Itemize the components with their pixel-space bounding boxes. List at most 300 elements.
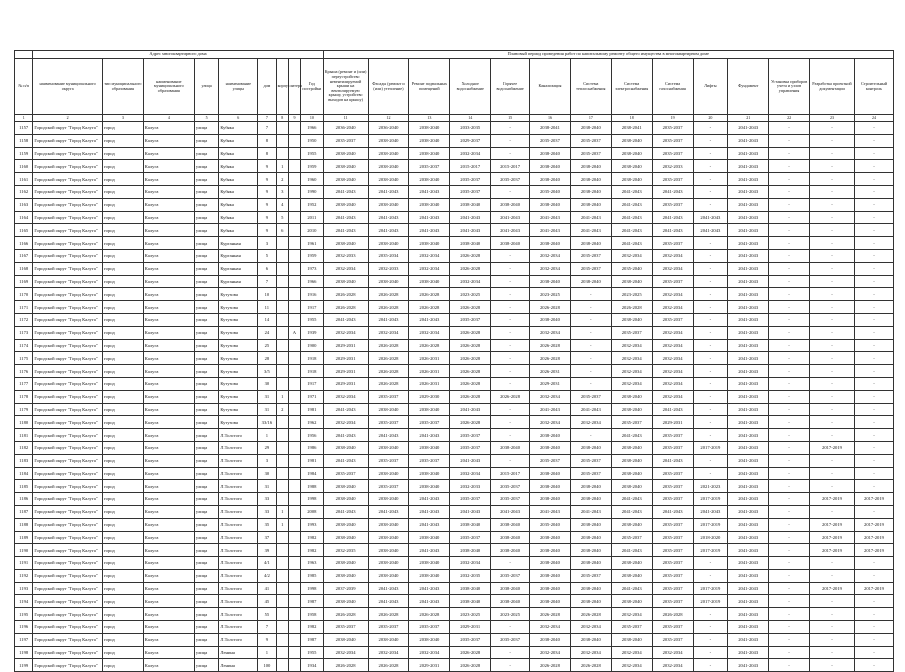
table-cell: - (491, 313, 530, 326)
table-cell: 2038-2040 (570, 441, 611, 454)
table-cell: 1182 (15, 441, 33, 454)
table-cell: 2032-2034 (611, 352, 652, 365)
table-cell: улица (194, 134, 219, 147)
table-cell: - (854, 441, 893, 454)
table-cell: город (102, 301, 143, 314)
table-cell: 2035-2037 (570, 134, 611, 147)
column-header: тип муниципального образования (102, 59, 143, 115)
table-cell: 2038-2040 (409, 403, 450, 416)
table-cell: 2032-2034 (409, 326, 450, 339)
table-cell: Городской округ "Город Калуга" (33, 134, 103, 147)
table-cell: 2038-2040 (530, 173, 571, 186)
table-cell: 1189 (15, 531, 33, 544)
table-cell: 2038-2040 (323, 173, 368, 186)
table-cell: 33 (258, 505, 276, 518)
table-cell: 2032-2034 (530, 326, 571, 339)
table-cell: Городской округ "Город Калуга" (33, 659, 103, 672)
table-cell: Калуга (143, 646, 194, 659)
table-cell: город (102, 211, 143, 224)
column-header: Система газоснабжения (652, 59, 693, 115)
table-cell: 2035-2037 (611, 326, 652, 339)
table-cell: 2035-2037 (323, 621, 368, 634)
table-cell: 2 (276, 173, 288, 186)
table-cell: 9 (258, 173, 276, 186)
table-cell: город (102, 288, 143, 301)
table-cell: 2035-2037 (491, 173, 530, 186)
table-row (15, 224, 894, 237)
table-cell: Калуга (143, 134, 194, 147)
table-cell (288, 313, 300, 326)
table-cell: 2041-2043 (728, 505, 769, 518)
table-cell: 2038-2040 (611, 441, 652, 454)
table-cell: 1198 (15, 646, 33, 659)
table-row (15, 416, 894, 429)
table-cell: Калуга (143, 288, 194, 301)
table-cell: 2017-2019 (810, 544, 855, 557)
table-cell: 1161 (15, 173, 33, 186)
table-cell: 2038-2040 (570, 275, 611, 288)
table-cell: 2032-2034 (450, 467, 491, 480)
table-row (15, 249, 894, 262)
table-cell: - (693, 659, 728, 672)
table-cell: 1966 (301, 275, 323, 288)
table-cell: - (769, 429, 810, 442)
table-cell: Калуга (143, 262, 194, 275)
table-cell (276, 441, 288, 454)
table-cell: 2041-2043 (409, 518, 450, 531)
table-cell (288, 211, 300, 224)
table-cell: 2038-2040 (323, 518, 368, 531)
table-cell: - (769, 211, 810, 224)
table-cell: 2026-2028 (450, 339, 491, 352)
table-cell: 2035-2037 (450, 531, 491, 544)
table-cell: 2041-2043 (611, 211, 652, 224)
table-cell: улица (194, 237, 219, 250)
table-cell: 1917 (301, 377, 323, 390)
table-cell: Калуга (143, 211, 194, 224)
table-cell: 2041-2043 (409, 185, 450, 198)
table-cell: 2041-2043 (570, 224, 611, 237)
table-cell: Л.Толстого (219, 582, 258, 595)
table-cell: Городской округ "Город Калуга" (33, 173, 103, 186)
table-cell: - (810, 416, 855, 429)
table-cell: 2038-2040 (368, 633, 409, 646)
table-cell: 2035-2037 (652, 122, 693, 135)
table-cell: - (810, 134, 855, 147)
table-cell: 2035-2037 (570, 147, 611, 160)
table-cell: 2029-2031 (652, 416, 693, 429)
table-cell (276, 557, 288, 570)
table-cell (288, 352, 300, 365)
table-cell: 2038-2040 (368, 493, 409, 506)
table-cell: 28 (258, 352, 276, 365)
table-cell (288, 185, 300, 198)
table-cell: 33/16 (258, 416, 276, 429)
table-cell: 2018-2020 (693, 531, 728, 544)
table-cell: - (693, 134, 728, 147)
table-cell: 2026-2028 (409, 301, 450, 314)
table-cell: - (491, 339, 530, 352)
table-cell: - (854, 480, 893, 493)
table-cell: - (693, 608, 728, 621)
table-cell (276, 633, 288, 646)
table-cell: - (854, 134, 893, 147)
table-cell: 2041-2043 (728, 646, 769, 659)
table-cell: Калуга (143, 313, 194, 326)
table-cell: 2038-2040 (409, 441, 450, 454)
table-cell: - (854, 646, 893, 659)
table-cell: - (810, 301, 855, 314)
table-cell: 55 (258, 608, 276, 621)
table-cell: 2041-2043 (570, 505, 611, 518)
table-cell: 2041-2043 (728, 185, 769, 198)
table-cell (288, 467, 300, 480)
table-cell: 2038-2040 (570, 633, 611, 646)
table-cell: 2017-2019 (854, 518, 893, 531)
table-row (15, 493, 894, 506)
table-cell: 2029-2031 (450, 621, 491, 634)
table-cell: - (693, 339, 728, 352)
table-cell: улица (194, 403, 219, 416)
table-cell: 4 (276, 198, 288, 211)
table-cell: Ленина (219, 659, 258, 672)
table-cell: 2041-2043 (728, 301, 769, 314)
table-cell: город (102, 313, 143, 326)
table-cell: - (693, 621, 728, 634)
table-cell: 2041-2043 (409, 313, 450, 326)
table-row (15, 505, 894, 518)
column-number: 10 (301, 115, 323, 122)
table-cell: 1959 (301, 160, 323, 173)
column-number: 16 (530, 115, 571, 122)
table-cell: Л.Толстого (219, 441, 258, 454)
table-cell: - (854, 633, 893, 646)
table-cell: 2035-2037 (652, 595, 693, 608)
table-cell: 2035-2037 (450, 313, 491, 326)
table-cell: 2041-2043 (409, 493, 450, 506)
table-cell (288, 339, 300, 352)
table-cell: 2041-2043 (368, 211, 409, 224)
table-cell: город (102, 416, 143, 429)
column-number: 5 (194, 115, 219, 122)
table-cell: - (769, 339, 810, 352)
table-cell: - (810, 224, 855, 237)
table-cell: - (810, 185, 855, 198)
table-cell: - (491, 365, 530, 378)
table-cell: - (854, 122, 893, 135)
table-cell: 2032-2034 (409, 262, 450, 275)
column-number: 18 (611, 115, 652, 122)
table-cell: Курганная (219, 262, 258, 275)
table-row (15, 365, 894, 378)
table-cell: Городской округ "Город Калуга" (33, 352, 103, 365)
table-cell: Калуга (143, 608, 194, 621)
column-number: 4 (143, 115, 194, 122)
table-cell: 2038-2040 (491, 595, 530, 608)
table-cell: 2041-2043 (693, 505, 728, 518)
table-cell: - (693, 122, 728, 135)
table-row (15, 122, 894, 135)
table-cell (276, 531, 288, 544)
table-cell: - (854, 249, 893, 262)
table-cell: 2038-2040 (368, 134, 409, 147)
table-row (15, 608, 894, 621)
table-cell: - (810, 339, 855, 352)
table-cell (288, 454, 300, 467)
table-cell: Городской округ "Город Калуга" (33, 557, 103, 570)
table-cell: 2038-2040 (323, 441, 368, 454)
table-cell: 2026-2028 (450, 416, 491, 429)
table-cell: 2017-2019 (810, 582, 855, 595)
table-cell: 2041-2043 (728, 326, 769, 339)
table-row (15, 288, 894, 301)
table-cell: 2015-2017 (491, 467, 530, 480)
table-cell (276, 275, 288, 288)
table-cell: 2035-2037 (368, 621, 409, 634)
table-cell (276, 313, 288, 326)
table-cell: - (854, 467, 893, 480)
table-cell: 1981 (301, 454, 323, 467)
table-cell: Калуга (143, 249, 194, 262)
table-cell: - (769, 403, 810, 416)
table-cell: улица (194, 467, 219, 480)
table-cell: 8 (258, 134, 276, 147)
column-number: 2 (33, 115, 103, 122)
table-cell: 2038-2040 (491, 237, 530, 250)
table-cell: 1185 (15, 480, 33, 493)
column-header: литера (288, 59, 300, 115)
table-cell: 2029-2031 (323, 352, 368, 365)
table-cell: 1984 (301, 467, 323, 480)
table-cell: - (810, 160, 855, 173)
table-cell: - (491, 352, 530, 365)
table-cell: 2041-2043 (611, 224, 652, 237)
table-cell: 2041-2043 (728, 608, 769, 621)
table-cell (288, 569, 300, 582)
table-cell: 2038-2040 (570, 480, 611, 493)
table-row (15, 531, 894, 544)
table-cell: город (102, 377, 143, 390)
table-cell: 2038-2040 (368, 569, 409, 582)
table-cell: 2038-2040 (570, 493, 611, 506)
table-cell: 2038-2040 (611, 275, 652, 288)
column-header: наименование муниципального округа (33, 59, 103, 115)
table-cell: Ленина (219, 646, 258, 659)
table-cell: 2026-2028 (491, 390, 530, 403)
table-cell: Городской округ "Город Калуга" (33, 301, 103, 314)
table-cell: - (570, 326, 611, 339)
table-cell: 1981 (301, 403, 323, 416)
table-cell: 2032-2034 (368, 646, 409, 659)
table-cell: 2037-2039 (323, 582, 368, 595)
table-cell: Городской округ "Город Калуга" (33, 160, 103, 173)
table-cell: 2035-2037 (570, 390, 611, 403)
table-cell: 2041-2043 (728, 518, 769, 531)
table-row (15, 326, 894, 339)
table-cell: 2041-2043 (409, 595, 450, 608)
table-cell: - (854, 147, 893, 160)
table-cell: Калуга (143, 595, 194, 608)
table-cell: - (491, 429, 530, 442)
table-row (15, 211, 894, 224)
table-cell: 2035-2037 (652, 429, 693, 442)
column-header: Крыша (ремонт и (или) переустройство невентилируемой крыши на вентилируемую крышу, устройство выходов на крышу) (323, 59, 368, 115)
table-cell: 2008 (301, 505, 323, 518)
table-cell: Калуга (143, 339, 194, 352)
table-cell: - (810, 326, 855, 339)
table-cell (288, 249, 300, 262)
column-number: 21 (728, 115, 769, 122)
table-cell: 2032-2034 (450, 557, 491, 570)
table-cell: - (769, 224, 810, 237)
table-cell: 2038-2041 (530, 122, 571, 135)
table-cell: - (769, 288, 810, 301)
table-cell: 1160 (15, 160, 33, 173)
table-cell: 1171 (15, 301, 33, 314)
table-cell: 2035-2037 (652, 531, 693, 544)
table-cell: - (769, 646, 810, 659)
table-cell: 1934 (301, 659, 323, 672)
table-cell: - (769, 262, 810, 275)
table-cell: 2038-2040 (409, 480, 450, 493)
table-cell: Калуга (143, 467, 194, 480)
table-cell: 2038-2040 (491, 544, 530, 557)
table-cell: город (102, 185, 143, 198)
table-cell: город (102, 249, 143, 262)
table-cell: - (491, 147, 530, 160)
table-cell: - (854, 659, 893, 672)
table-cell: Калуга (143, 301, 194, 314)
column-header: Год постройки (301, 59, 323, 115)
table-cell (288, 659, 300, 672)
table-cell: 2026-2028 (368, 365, 409, 378)
table-cell: - (769, 365, 810, 378)
table-cell: Городской округ "Город Калуга" (33, 633, 103, 646)
table-row (15, 262, 894, 275)
table-cell: - (693, 262, 728, 275)
column-header: Разработка проектной документации (810, 59, 855, 115)
table-cell: 2038-2040 (570, 185, 611, 198)
table-cell: Л.Толстого (219, 454, 258, 467)
table-cell: 2026-2028 (368, 339, 409, 352)
table-cell: 2041-2043 (728, 339, 769, 352)
table-cell: 2026-2028 (530, 339, 571, 352)
table-cell: 1174 (15, 339, 33, 352)
table-cell: 2038-2040 (409, 467, 450, 480)
table-cell: 2041-2043 (652, 224, 693, 237)
table-cell: 2017-2019 (693, 441, 728, 454)
table-cell: Калуга (143, 505, 194, 518)
table-cell: 2032-2034 (530, 249, 571, 262)
table-cell: 2017-2019 (693, 582, 728, 595)
table-cell: 45 (258, 595, 276, 608)
table-cell: город (102, 569, 143, 582)
table-cell (276, 646, 288, 659)
table-cell: - (769, 198, 810, 211)
table-cell: 1961 (301, 237, 323, 250)
table-cell: 2026-2028 (570, 659, 611, 672)
table-cell: 6 (258, 262, 276, 275)
table-cell: 9 (258, 160, 276, 173)
table-cell: улица (194, 211, 219, 224)
table-cell (288, 365, 300, 378)
table-cell: 7 (258, 122, 276, 135)
column-number: 15 (491, 115, 530, 122)
table-cell: 2038-2040 (611, 518, 652, 531)
table-cell: 2038-2040 (368, 403, 409, 416)
table-cell: 2026-2028 (323, 608, 368, 621)
table-cell: Калуга (143, 173, 194, 186)
table-cell: 2041-2043 (368, 505, 409, 518)
table-cell: - (769, 313, 810, 326)
table-cell: Л.Толстого (219, 621, 258, 634)
table-cell: 37 (258, 531, 276, 544)
table-cell: Городской округ "Город Калуга" (33, 505, 103, 518)
table-cell: 6 (276, 224, 288, 237)
table-cell: 2038-2040 (409, 557, 450, 570)
table-cell: - (810, 659, 855, 672)
table-cell: Калуга (143, 377, 194, 390)
table-cell: 1 (258, 429, 276, 442)
table-cell: - (570, 377, 611, 390)
table-cell: - (693, 557, 728, 570)
table-cell: 14 (258, 313, 276, 326)
table-cell: - (810, 569, 855, 582)
table-cell: - (854, 429, 893, 442)
table-cell: - (491, 326, 530, 339)
table-cell: - (810, 595, 855, 608)
table-cell: - (491, 377, 530, 390)
table-cell: улица (194, 518, 219, 531)
table-cell: 2029-2031 (323, 377, 368, 390)
table-cell: улица (194, 595, 219, 608)
table-cell: 1971 (301, 390, 323, 403)
table-cell: 3 (258, 454, 276, 467)
column-number: 12 (368, 115, 409, 122)
table-cell: улица (194, 147, 219, 160)
table-cell: Городской округ "Город Калуга" (33, 313, 103, 326)
table-cell: 2035-2037 (530, 134, 571, 147)
table-cell: 24 (258, 326, 276, 339)
table-row (15, 480, 894, 493)
table-cell: 2038-2040 (530, 582, 571, 595)
table-cell: - (769, 147, 810, 160)
table-cell: 9 (258, 224, 276, 237)
table-cell: - (769, 480, 810, 493)
table-cell: - (693, 352, 728, 365)
table-cell: 2035-2037 (323, 134, 368, 147)
table-cell: 2035-2037 (652, 493, 693, 506)
table-cell: - (570, 365, 611, 378)
table-cell: 2038-2040 (450, 237, 491, 250)
table-cell: 1162 (15, 185, 33, 198)
table-cell: 2041-2043 (530, 505, 571, 518)
table-cell: 2041-2043 (728, 224, 769, 237)
table-cell: 2041-2043 (728, 403, 769, 416)
column-header: улица (194, 59, 219, 115)
column-number: 24 (854, 115, 893, 122)
table-cell: 2026-2028 (450, 262, 491, 275)
table-cell: 2029-2031 (323, 365, 368, 378)
table-cell: 2035-2037 (409, 621, 450, 634)
table-cell: 2041-2043 (693, 211, 728, 224)
table-cell: 2032-2035 (450, 569, 491, 582)
table-cell: 1157 (15, 122, 33, 135)
table-cell (276, 582, 288, 595)
table-cell: 2032-2034 (611, 377, 652, 390)
table-row (15, 301, 894, 314)
column-header-row (15, 59, 894, 115)
